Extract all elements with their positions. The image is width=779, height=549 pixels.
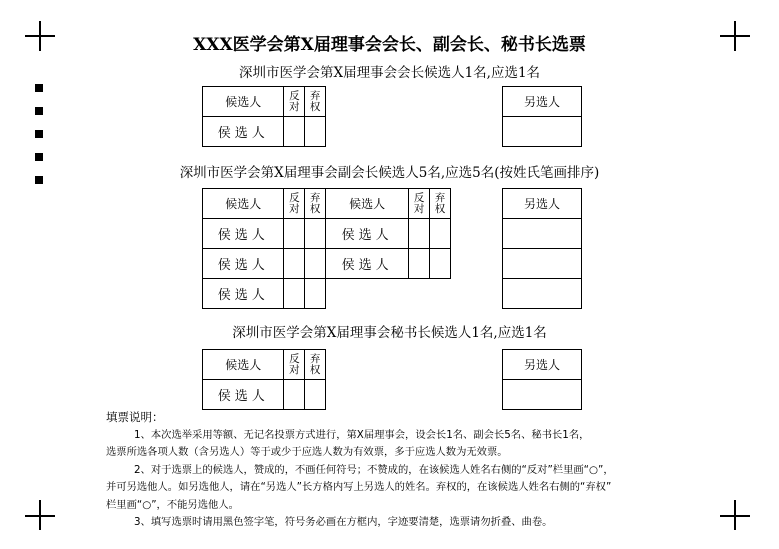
vice-president-other-table <box>502 188 582 309</box>
secretary-other-table <box>502 349 582 410</box>
oppose-box[interactable] <box>284 117 305 147</box>
other-candidate-box[interactable] <box>503 219 582 249</box>
other-candidate-box[interactable] <box>503 380 582 410</box>
abstain-header: 弃 权 <box>305 87 326 117</box>
vice-president-table-right <box>326 188 451 279</box>
abstain-header: 弃 权 <box>305 350 326 380</box>
ballot-title: XXX医学会第X届理事会会长、副会长、秘书长选票 <box>193 35 586 55</box>
instruction-line: 栏里画“○”，不能另选他人。 <box>106 498 239 511</box>
abstain-box[interactable] <box>305 249 326 279</box>
secretary-table <box>202 349 326 410</box>
president-other-table <box>502 86 582 147</box>
candidate-header: 候选人 <box>203 350 284 380</box>
instruction-line: 2、对于选票上的候选人，赞成的，不画任何符号；不赞成的，在该候选人姓名右侧的“反对”栏里画“○”， <box>134 463 614 476</box>
abstain-header: 弃 权 <box>430 189 451 219</box>
candidate-header: 候选人 <box>203 87 284 117</box>
other-candidate-box[interactable] <box>503 117 582 147</box>
instruction-line: 3、填写选票时请用黑色签字笔，符号务必画在方框内，字迹要清楚，选票请勿折叠、曲卷。 <box>134 516 553 528</box>
candidate-name-cell: 侯选人 <box>326 219 409 249</box>
oppose-box[interactable] <box>284 219 305 249</box>
instruction-line: 1、本次选举采用等额、无记名投票方式进行，第X届理事会，设会长1名、副会长5名、秘书长1名， <box>134 428 590 441</box>
oppose-box[interactable] <box>284 279 305 309</box>
candidate-header: 候选人 <box>203 189 284 219</box>
instructions <box>106 409 614 532</box>
president-heading: 深圳市医学会第X届理事会会长候选人1名,应选1名 <box>238 65 541 81</box>
candidate-name-cell: 侯选人 <box>203 380 284 410</box>
president-table <box>202 86 326 147</box>
other-candidate-box[interactable] <box>503 279 582 309</box>
oppose-header: 反 对 <box>284 189 305 219</box>
oppose-box[interactable] <box>409 219 430 249</box>
abstain-box[interactable] <box>305 117 326 147</box>
abstain-header: 弃 权 <box>305 189 326 219</box>
candidate-header: 候选人 <box>326 189 409 219</box>
abstain-box[interactable] <box>305 219 326 249</box>
other-candidate-header: 另选人 <box>503 87 582 117</box>
candidate-name-cell: 侯选人 <box>203 249 284 279</box>
candidate-name-cell: 侯选人 <box>203 279 284 309</box>
abstain-box[interactable] <box>430 219 451 249</box>
oppose-header: 反 对 <box>409 189 430 219</box>
instruction-line: 并可另选他人。如另选他人，请在“另选人”长方格内写上另选人的姓名。弃权的，在该候选人姓名右侧的“弃权” <box>106 481 612 493</box>
candidate-name-cell: 侯选人 <box>203 117 284 147</box>
other-candidate-header: 另选人 <box>503 350 582 380</box>
vice-president-heading: 深圳市医学会第X届理事会副会长候选人5名,应选5名(按姓氏笔画排序) <box>179 165 600 181</box>
abstain-box[interactable] <box>305 380 326 410</box>
oppose-box[interactable] <box>284 249 305 279</box>
other-candidate-header: 另选人 <box>503 189 582 219</box>
abstain-box[interactable] <box>305 279 326 309</box>
oppose-box[interactable] <box>284 380 305 410</box>
other-candidate-box[interactable] <box>503 249 582 279</box>
instructions-heading: 填票说明： <box>106 410 164 424</box>
instruction-line: 选票所选各项人数（含另选人）等于或少于应选人数为有效票，多于应选人数为无效票。 <box>106 446 508 458</box>
oppose-header: 反 对 <box>284 350 305 380</box>
oppose-box[interactable] <box>409 249 430 279</box>
vice-president-table-left <box>202 188 326 309</box>
candidate-name-cell: 侯选人 <box>203 219 284 249</box>
secretary-heading: 深圳市医学会第X届理事会秘书长候选人1名,应选1名 <box>232 325 547 341</box>
oppose-header: 反 对 <box>284 87 305 117</box>
abstain-box[interactable] <box>430 249 451 279</box>
candidate-name-cell: 侯选人 <box>326 249 409 279</box>
